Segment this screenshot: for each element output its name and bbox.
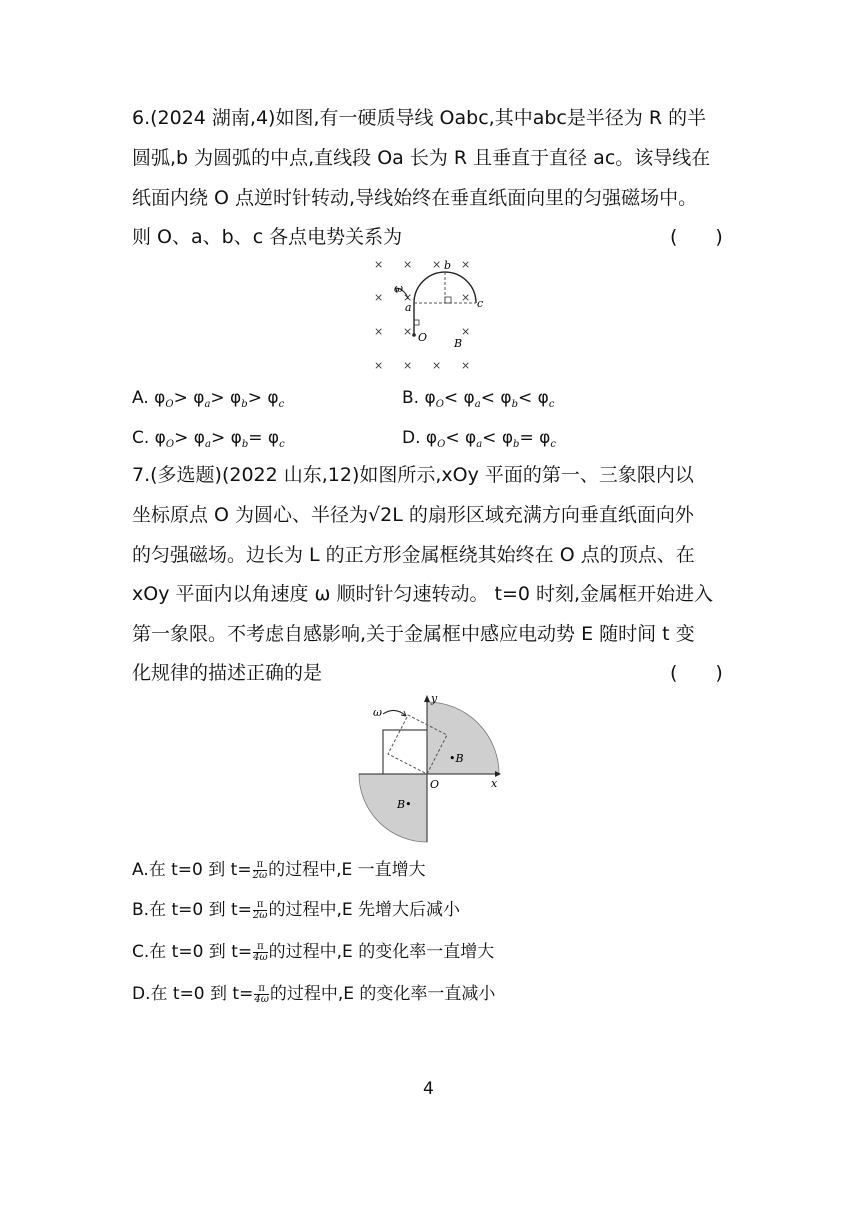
- label-B-third: B•: [397, 798, 412, 811]
- q7-option-d: D.在 t=0 到 t= $\frac{\pi}{4\omega}$ 的过程中,E 的变化率一直减小: [132, 982, 496, 1005]
- svg-text:×: ×: [374, 359, 384, 372]
- q7-figure: [355, 690, 505, 845]
- q7-option-c: C.在 t=0 到 t= $\frac{\pi}{4\omega}$ 的过程中,E 的变化率一直增大: [132, 940, 495, 963]
- svg-text:×: ×: [403, 258, 413, 271]
- q6-answer-paren: ( ): [670, 226, 723, 248]
- label-y: y: [431, 692, 438, 705]
- q7-stem-line-1: 7.(多选题)(2022 山东,12)如图所示,xOy 平面的第一、三象限内以: [132, 464, 694, 486]
- svg-text:×: ×: [432, 258, 442, 271]
- label-x: x: [491, 777, 498, 790]
- q7-stem-line-2: 坐标原点 O 为圆心、半径为√2L 的扇形区域充满方向垂直纸面向外: [132, 504, 694, 526]
- q7-stem-line-6: 化规律的描述正确的是: [132, 662, 323, 684]
- q6-option-a: A. $\varphi_O> \varphi_a> \varphi_b> \varphi_c$: [132, 388, 285, 410]
- label-B: B: [454, 337, 463, 350]
- q6-stem-line-2: 圆弧,b 为圆弧的中点,直线段 Oa 长为 R 且垂直于直径 ac。该导线在: [132, 147, 711, 169]
- point-O: [412, 333, 416, 337]
- q7-stem-line-3: 的匀强磁场。边长为 L 的正方形金属框绕其始终在 O 点的顶点、在: [132, 544, 695, 566]
- svg-text:×: ×: [403, 359, 413, 372]
- q6-option-c: C. $\varphi_O> \varphi_a> \varphi_b= \varphi_c$: [132, 428, 285, 450]
- q7-stem-line-4: xOy 平面内以角速度 ω 顺时针匀速转动。 t=0 时刻,金属框开始进入: [132, 583, 714, 605]
- page-number: 4: [423, 1079, 434, 1099]
- svg-text:×: ×: [374, 291, 384, 304]
- q7-option-b: B.在 t=0 到 t= $\frac{\pi}{2\omega}$ 的过程中,E 先增大后减小: [132, 898, 461, 921]
- sector-third-quadrant: [359, 774, 427, 842]
- label-O: O: [418, 331, 428, 344]
- label-c: c: [477, 297, 484, 310]
- q6-option-d: D. $\varphi_O< \varphi_a< \varphi_b= \varphi_c$: [402, 428, 556, 450]
- svg-text:×: ×: [432, 359, 442, 372]
- svg-text:×: ×: [403, 325, 413, 338]
- q7-stem-line-5: 第一象限。不考虑自感影响,关于金属框中感应电动势 E 随时间 t 变: [132, 623, 695, 645]
- square-frame: [383, 730, 427, 774]
- q6-stem-line-1: 6.(2024 湖南,4)如图,有一硬质导线 Oabc,其中abc是半径为 R 的半: [132, 107, 707, 129]
- label-b: b: [444, 259, 452, 272]
- q6-option-b: B. $\varphi_O< \varphi_a< \varphi_b< \varphi_c$: [402, 388, 555, 410]
- label-omega: ω: [373, 706, 382, 719]
- svg-text:×: ×: [403, 291, 413, 304]
- label-B-first: •B: [449, 752, 464, 765]
- field-crosses: [374, 258, 470, 372]
- svg-text:×: ×: [461, 359, 471, 372]
- q7-answer-paren: ( ): [670, 662, 723, 684]
- label-a: a: [405, 301, 412, 314]
- q6-stem-line-3: 纸面内绕 O 点逆时针转动,导线始终在垂直纸面向里的匀强磁场中。: [132, 187, 698, 209]
- svg-text:×: ×: [374, 258, 384, 271]
- label-omega: ω: [394, 282, 403, 295]
- svg-text:×: ×: [461, 291, 471, 304]
- q6-figure: [360, 255, 510, 375]
- svg-text:×: ×: [461, 325, 471, 338]
- svg-text:×: ×: [461, 258, 471, 271]
- q6-stem-line-4: 则 O、a、b、c 各点电势关系为: [132, 226, 403, 248]
- label-O: O: [430, 778, 440, 791]
- svg-text:×: ×: [374, 325, 384, 338]
- q7-option-a: A.在 t=0 到 t= $\frac{\pi}{2\omega}$ 的过程中,E 一直增大: [132, 858, 426, 881]
